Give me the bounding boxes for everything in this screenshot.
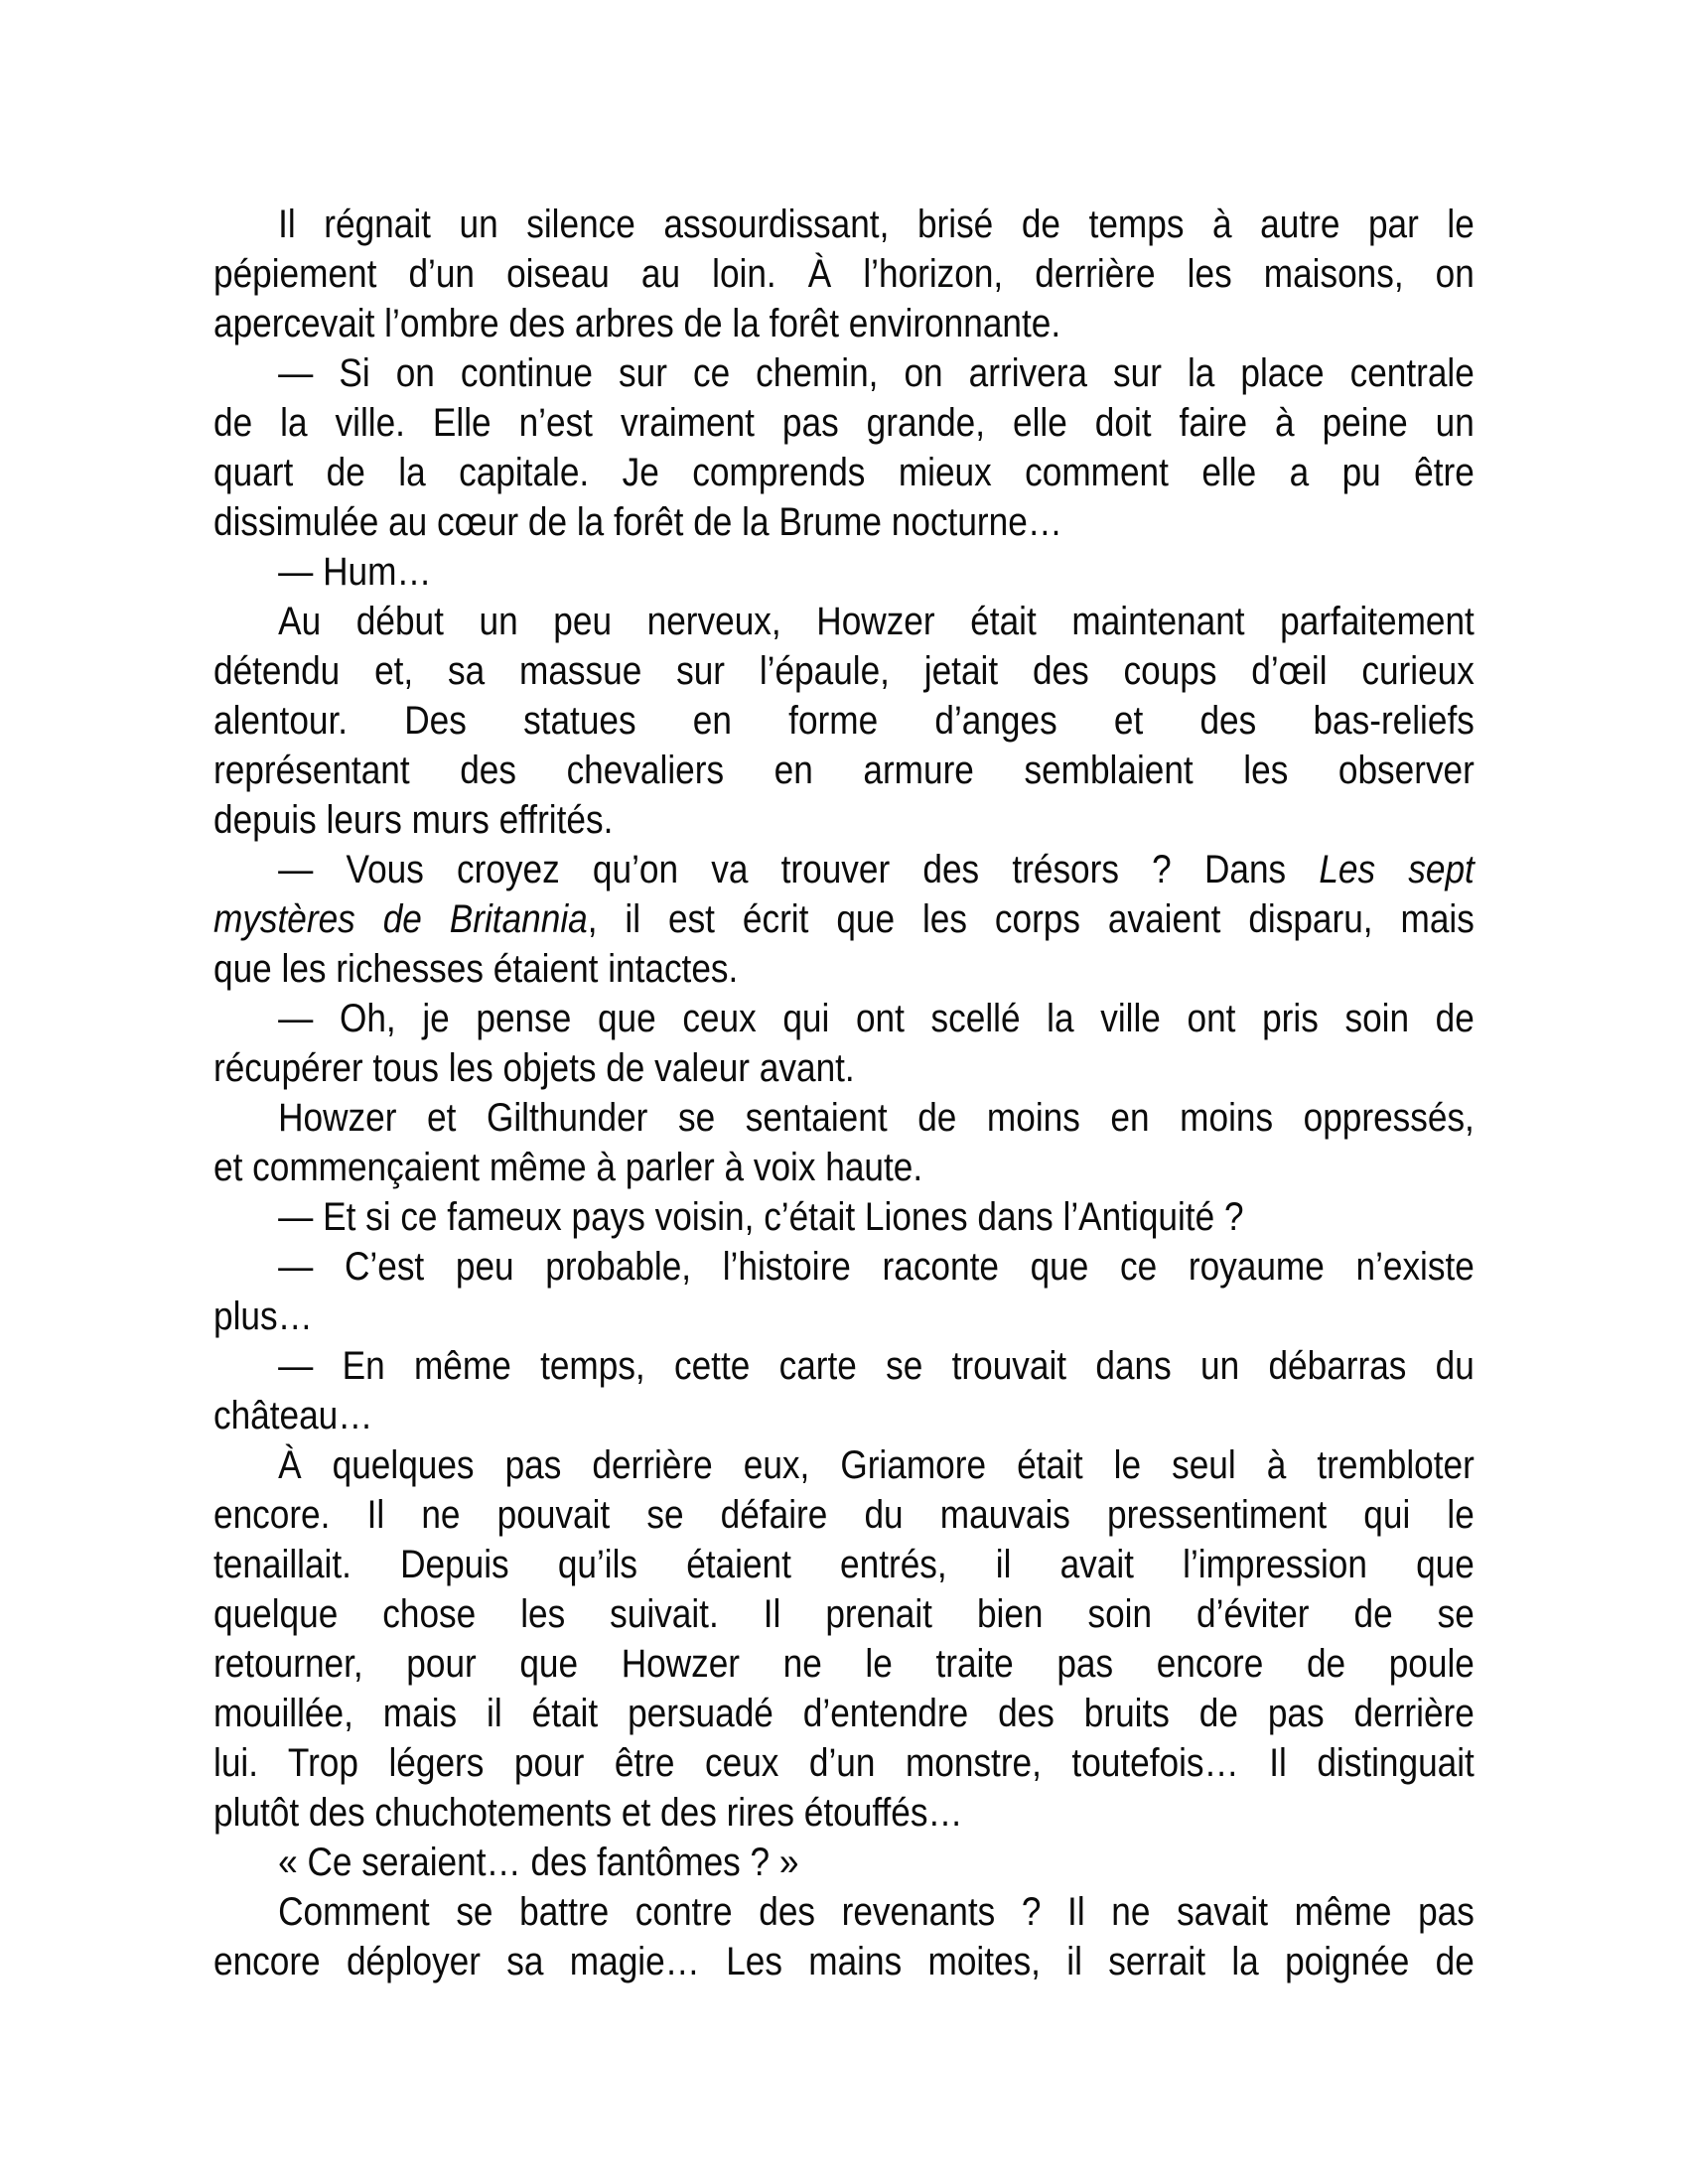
text-line — [213, 944, 1475, 994]
text-segment: dissimulée au cœur de la forêt de la Brume nocturne… — [213, 500, 1062, 544]
paragraph — [213, 348, 1475, 547]
paragraph — [213, 547, 1475, 597]
paragraph — [213, 200, 1475, 348]
text-segment: plus… — [213, 1295, 313, 1338]
text-line — [213, 1589, 1475, 1639]
text-line — [213, 448, 1475, 497]
text-line — [213, 1788, 1475, 1838]
text-segment: château… — [213, 1394, 373, 1437]
text-segment: , il est écrit que les corps avaient disparu, mais — [587, 897, 1475, 941]
text-line — [213, 994, 1475, 1043]
text-segment: « Ce seraient… des fantômes ? » — [278, 1841, 799, 1884]
text-segment: — Si on continue sur ce chemin, on arrivera sur la place centrale — [278, 351, 1475, 395]
book-title-italic: Les sept — [1319, 848, 1475, 891]
text-segment: — Vous croyez qu’on va trouver des trésors ? Dans — [278, 848, 1320, 891]
text-line — [213, 646, 1475, 696]
text-segment: tenaillait. Depuis qu’ils étaient entrés, il avait l’impression que — [213, 1543, 1475, 1586]
paragraph — [213, 845, 1475, 994]
text-segment: Au début un peu nerveux, Howzer était maintenant parfaitement — [278, 600, 1475, 643]
text-segment: mouillée, mais il était persuadé d’entendre des bruits de pas derrière — [213, 1692, 1475, 1735]
text-line — [213, 795, 1475, 845]
paragraph — [213, 1440, 1475, 1838]
text-line — [213, 894, 1475, 944]
text-line — [213, 200, 1475, 249]
text-segment: — Oh, je pense que ceux qui ont scellé la ville ont pris soin de — [278, 997, 1475, 1040]
text-line — [213, 1391, 1475, 1440]
text-line — [213, 1192, 1475, 1242]
paragraph — [213, 597, 1475, 845]
text-segment: et commençaient même à parler à voix haute. — [213, 1146, 923, 1189]
text-line — [213, 696, 1475, 746]
text-line — [213, 1242, 1475, 1292]
text-segment: À quelques pas derrière eux, Griamore était le seul à trembloter — [278, 1443, 1475, 1487]
text-segment: détendu et, sa massue sur l’épaule, jetait des coups d’œil curieux — [213, 649, 1475, 693]
text-segment: plutôt des chuchotements et des rires étouffés… — [213, 1791, 963, 1835]
text-line — [213, 497, 1475, 547]
text-segment: représentant des chevaliers en armure semblaient les observer — [213, 749, 1475, 792]
text-segment: retourner, pour que Howzer ne le traite pas encore de poule — [213, 1642, 1475, 1686]
paragraph — [213, 1887, 1475, 1986]
book-title-italic: mystères de Britannia — [213, 897, 588, 941]
text-line — [213, 1639, 1475, 1689]
paragraph — [213, 1192, 1475, 1242]
paragraph — [213, 994, 1475, 1093]
text-line — [213, 1887, 1475, 1937]
text-line — [213, 299, 1475, 348]
text-segment: pépiement d’un oiseau au loin. À l’horizon, derrière les maisons, on — [213, 252, 1475, 296]
paragraph — [213, 1242, 1475, 1341]
text-segment: encore déployer sa magie… Les mains moites, il serrait la poignée de — [213, 1940, 1475, 1983]
text-line — [213, 746, 1475, 795]
text-line — [213, 547, 1475, 597]
text-segment: apercevait l’ombre des arbres de la forêt environnante. — [213, 302, 1061, 345]
text-line — [213, 1838, 1475, 1887]
text-line — [213, 249, 1475, 299]
text-line — [213, 1689, 1475, 1738]
text-segment: Comment se battre contre des revenants ? Il ne savait même pas — [278, 1890, 1475, 1934]
paragraph — [213, 1093, 1475, 1192]
text-line — [213, 597, 1475, 646]
paragraph — [213, 1838, 1475, 1887]
text-segment: encore. Il ne pouvait se défaire du mauvais pressentiment qui le — [213, 1493, 1475, 1537]
text-line — [213, 845, 1475, 894]
text-segment: récupérer tous les objets de valeur avant. — [213, 1046, 855, 1090]
text-segment: — Et si ce fameux pays voisin, c’était Liones dans l’Antiquité ? — [278, 1195, 1244, 1239]
text-segment: — C’est peu probable, l’histoire raconte que ce royaume n’existe — [278, 1245, 1475, 1289]
text-segment: lui. Trop légers pour être ceux d’un monstre, toutefois… Il distinguait — [213, 1741, 1475, 1785]
text-line — [213, 398, 1475, 448]
text-segment: Il régnait un silence assourdissant, brisé de temps à autre par le — [278, 203, 1475, 246]
text-line — [213, 1292, 1475, 1341]
text-segment: de la ville. Elle n’est vraiment pas grande, elle doit faire à peine un — [213, 401, 1475, 445]
text-segment: quart de la capitale. Je comprends mieux comment elle a pu être — [213, 451, 1475, 494]
paragraph — [213, 1341, 1475, 1440]
text-segment: depuis leurs murs effrités. — [213, 798, 614, 842]
page-text — [213, 200, 1475, 1986]
text-line — [213, 348, 1475, 398]
text-segment: alentour. Des statues en forme d’anges et des bas-reliefs — [213, 699, 1475, 743]
text-line — [213, 1043, 1475, 1093]
text-line — [213, 1738, 1475, 1788]
text-segment: Howzer et Gilthunder se sentaient de moins en moins oppressés, — [278, 1096, 1475, 1140]
text-line — [213, 1093, 1475, 1143]
text-segment: que les richesses étaient intactes. — [213, 947, 739, 991]
text-line — [213, 1341, 1475, 1391]
text-segment: quelque chose les suivait. Il prenait bien soin d’éviter de se — [213, 1592, 1475, 1636]
text-line — [213, 1440, 1475, 1490]
text-line — [213, 1540, 1475, 1589]
text-segment: — En même temps, cette carte se trouvait dans un débarras du — [278, 1344, 1475, 1388]
text-line — [213, 1490, 1475, 1540]
text-line — [213, 1143, 1475, 1192]
text-segment: — Hum… — [278, 550, 432, 594]
text-line — [213, 1937, 1475, 1986]
